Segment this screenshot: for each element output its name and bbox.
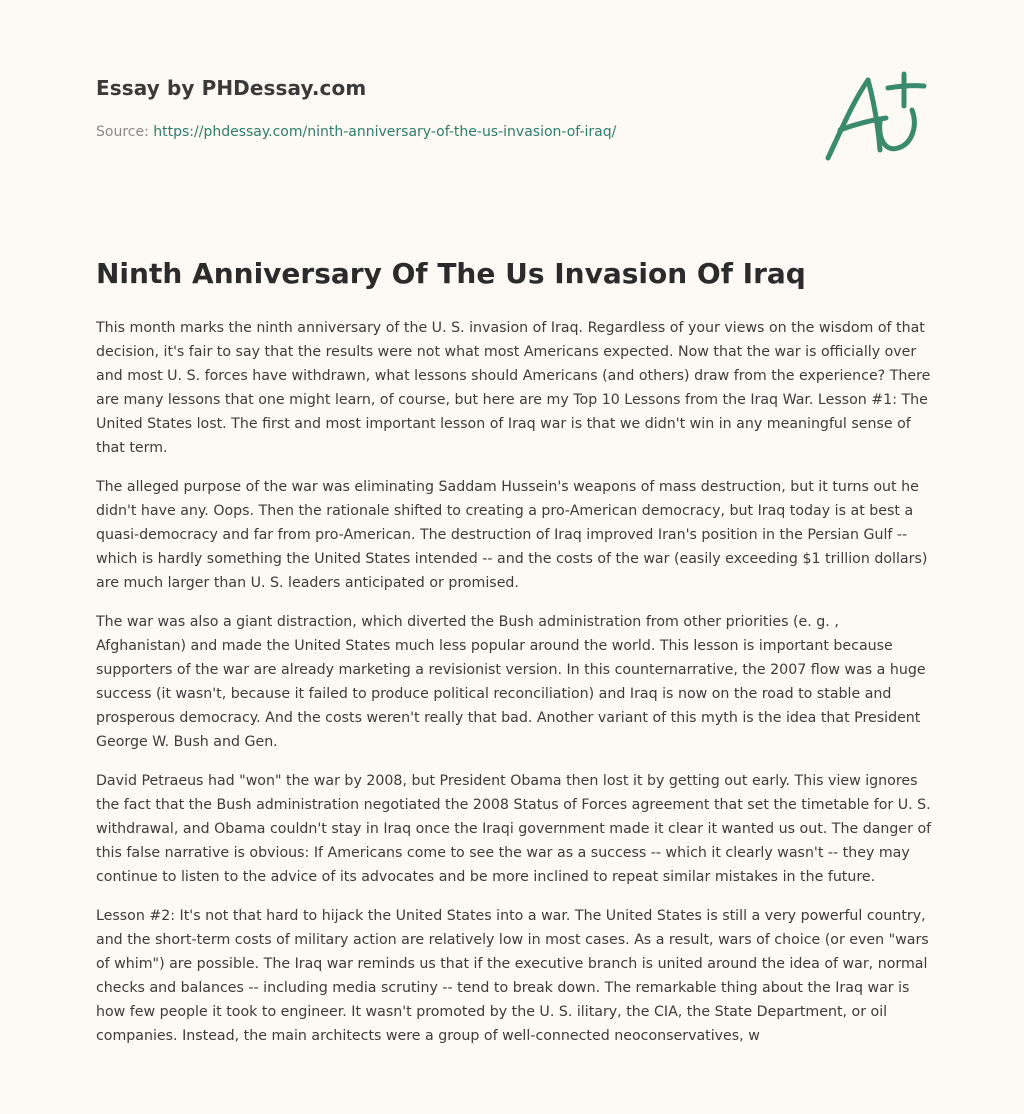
source-link[interactable]: https://phdessay.com/ninth-anniversary-of-the-us-invasion-of-iraq/ — [153, 124, 617, 140]
a-plus-logo-icon — [820, 68, 930, 168]
paragraph: This month marks the ninth anniversary of the U. S. invasion of Iraq. Regardless of your views on the wisdom of that decision, it's fair to say that the results were not what most Americans expected. Now that the war is officially over and most U. S. forces have withdrawn, what lessons should Americans (and others) draw from the experience? There are many lessons that one might learn, of course, but here are my Top 10 Lessons from the Iraq War. Lesson #1: The United States lost. The first and most important lesson of Iraq war is that we didn't win in any meaningful sense of that term. — [96, 320, 931, 456]
paragraph: Lesson #2: It's not that hard to hijack the United States into a war. The United States is still a very powerful country, and the short-term costs of military action are relatively low in most cases. As a result, wars of choice (or even "wars of whim") are possible. The Iraq war reminds us that if the executive branch is united around the idea of war, normal checks and balances -- including media scrutiny -- tend to break down. The remarkable thing about the Iraq war is how few people it took to engineer. It wasn't promoted by the U. S. ilitary, the CIA, the State Department, or oil companies. Instead, the main architects were a group of well-connected neoconservatives, w — [96, 908, 929, 1044]
paragraph: The war was also a giant distraction, which diverted the Bush administration from other priorities (e. g. , Afghanistan) and made the United States much less popular around the world. This lesson is important because supporters of the war are already marketing a revisionist version. In this counternarrative, the 2007 flow was a huge success (it wasn't, because it failed to produce political reconciliation) and Iraq is now on the road to stable and prosperous democracy. And the costs weren't really that bad. Another variant of this myth is the idea that President George W. Bush and Gen. — [96, 614, 926, 750]
paragraph: The alleged purpose of the war was eliminating Saddam Hussein's weapons of mass destruction, but it turns out he didn't have any. Oops. Then the rationale shifted to creating a pro-American democracy, but Iraq today is at best a quasi-democracy and far from pro-American. The destruction of Iraq improved Iran's position in the Persian Gulf -- which is hardly something the United States intended -- and the costs of the war (easily exceeding $1 trillion dollars) are much larger than U. S. leaders anticipated or promised. — [96, 479, 928, 591]
site-brand: Essay by PHDessay.com — [96, 76, 367, 100]
paragraph: David Petraeus had "won" the war by 2008, but President Obama then lost it by getting out early. This view ignores the fact that the Bush administration negotiated the 2008 Status of Forces agreement that set the timetable for U. S. withdrawal, and Obama couldn't stay in Iraq once the Iraqi government made it clear it wanted us out. The danger of this false narrative is obvious: If Americans come to see the war as a success -- which it clearly wasn't -- they may continue to listen to the advice of its advocates and be more inclined to repeat similar mistakes in the future. — [96, 773, 932, 885]
article-body — [96, 316, 932, 1090]
source-label: Source: — [96, 124, 149, 140]
source-line — [96, 124, 616, 140]
article-title: Ninth Anniversary Of The Us Invasion Of Iraq — [96, 257, 806, 290]
